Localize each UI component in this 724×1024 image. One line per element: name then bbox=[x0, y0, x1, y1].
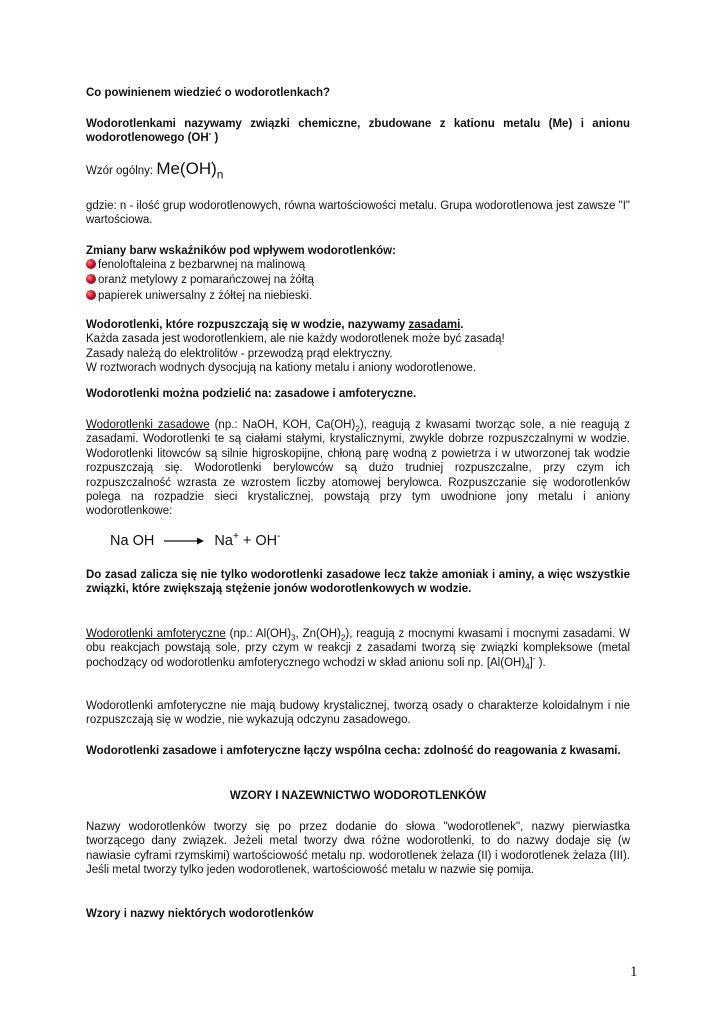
indicators-list bbox=[86, 258, 630, 303]
bullet-icon bbox=[86, 290, 96, 300]
definition-text: Wodorotlenkami nazywamy związki chemiczne, zbudowane z kationu metalu (Me) i anionu wodorotlenowego (OH bbox=[86, 118, 630, 145]
amphoteric-subscript: 2 bbox=[340, 633, 346, 643]
bases-line: Każda zasada jest wodorotlenkiem, ale nie każdy wodorotlenek może być zasadą! bbox=[86, 333, 505, 346]
definition-paragraph bbox=[86, 117, 630, 146]
amphoteric-superscript: - bbox=[532, 653, 536, 663]
common-feature-paragraph: Wodorotlenki zasadowe i amfoteryczne łączy wspólna cecha: zdolność do reagowania z kwasami. bbox=[86, 745, 621, 757]
amphoteric-text: ] bbox=[529, 656, 533, 669]
formula-main-text: Me(OH) bbox=[156, 159, 217, 178]
indicator-text: fenoloftaleina z bezbarwnej na malinową bbox=[98, 259, 306, 271]
list-item bbox=[86, 289, 630, 303]
bases-heading-suffix: . bbox=[460, 319, 464, 331]
bases-heading-term: zasadami bbox=[408, 319, 461, 331]
equation-left: Na OH bbox=[110, 533, 155, 549]
amphoteric-subscript: 4 bbox=[525, 662, 530, 672]
amphoteric-text: , Zn(OH) bbox=[295, 628, 341, 640]
bases-heading bbox=[86, 318, 630, 332]
basic-subscript: 2 bbox=[355, 424, 360, 434]
formula-main bbox=[156, 159, 224, 182]
dissociation-equation bbox=[110, 531, 410, 549]
bases-line: Zasady należą do elektrolitów - przewodzą prąd elektryczny. bbox=[86, 347, 393, 360]
formula-label: Wzór ogólny: bbox=[86, 165, 154, 177]
amphoteric-text: (np.: Al(OH) bbox=[225, 628, 292, 640]
amphoteric-note-paragraph: Wodorotlenki amfoteryczne nie mają budowy krystalicznej, tworzą osady o charakterze koloidalnym i nie rozpuszczają się w wodzie, nie wykazują odczynu zasadowego. bbox=[86, 700, 630, 727]
formula-subscript: n bbox=[216, 167, 224, 182]
equation-anion: + OH bbox=[238, 533, 278, 549]
amphoteric-text: ), reagują z mocnymi kwasami i mocnymi zasadami. W obu reakcjach powstają sole, przy czym w reakcji z zasadami tworzą się związki kompleksowe (metal pochodzący od wodorotlenku amfoterycznego wchodzi w skład anionu soli np. [Al(OH) bbox=[86, 628, 630, 669]
basic-hydroxides-paragraph bbox=[86, 418, 630, 519]
bases-line: W roztworach wodnych dysocjują na kationy metalu i aniony wodorotlenowe. bbox=[86, 362, 476, 375]
equation-cation-charge: + bbox=[232, 531, 239, 543]
list-item bbox=[86, 258, 630, 272]
basic-term: Wodorotlenki zasadowe bbox=[86, 419, 210, 431]
equation-anion-charge: - bbox=[277, 531, 281, 543]
bases-note-paragraph: Do zasad zalicza się nie tylko wodorotlenki zasadowe lecz także amoniak i aminy, a więc wszystkie związki, które zwiększają stężenie jonów wodorotlenkowych w wodzie. bbox=[86, 569, 630, 596]
document-title: Co powinienem wiedzieć o wodorotlenkach? bbox=[86, 87, 331, 99]
amphoteric-hydroxides-paragraph bbox=[86, 627, 630, 670]
definition-superscript: - bbox=[208, 129, 212, 139]
basic-text: ), reagują z kwasami tworząc sole, a nie reagują z zasadami. Wodorotlenki te są ciałami stałymi, krystalicznymi, zwykle dobrze rozpuszczalnymi w wodzie. Wodorotlenki litowców są silnie higroskopijne, chłoną parę wodną z powietrza i w utworzonej tak wodzie rozpuszczają się. Wodorotlenki berylowców są dużo trudniej rozpuszczalne, przy czym ich rozpuszczalność wzrasta ze wzrostem liczby atomowej berylowca. Rozpuszczanie się wodorotlenków polega na rozpadzie sieci krystalicznej, powstają przy tym uwodnione jony metalu i aniony wodorotlenkowe: bbox=[86, 419, 630, 518]
indicator-text: papierek uniwersalny z żółtej na niebieski. bbox=[98, 289, 313, 302]
indicators-heading: Zmiany barw wskaźników pod wpływem wodorotlenków: bbox=[86, 245, 396, 257]
table-heading: Wzory i nazwy niektórych wodorotlenków bbox=[86, 908, 314, 920]
general-formula bbox=[86, 159, 630, 182]
bases-paragraph bbox=[86, 318, 630, 376]
definition-close: ) bbox=[214, 132, 219, 145]
where-paragraph: gdzie: n - ilość grup wodorotlenowych, równa wartościowości metalu. Grupa wodorotlenowa jest zawsze "I" wartościowa. bbox=[86, 200, 630, 227]
equation-cation: Na bbox=[214, 533, 233, 549]
amphoteric-text: ). bbox=[535, 656, 546, 669]
section-title: WZORY I NAZEWNICTWO WODOROTLENKÓW bbox=[229, 790, 487, 802]
indicator-text: oranż metylowy z pomarańczowej na żółtą bbox=[98, 274, 315, 287]
page-number: 1 bbox=[630, 964, 638, 980]
amphoteric-term: Wodorotlenki amfoteryczne bbox=[86, 628, 226, 640]
reaction-arrow-icon bbox=[164, 536, 204, 546]
basic-text: (np.: NaOH, KOH, Ca(OH) bbox=[209, 419, 356, 431]
division-paragraph: Wodorotlenki można podzielić na: zasadowe i amfoteryczne. bbox=[86, 388, 417, 400]
bullet-icon bbox=[86, 274, 96, 284]
list-item bbox=[86, 273, 630, 287]
naming-paragraph: Nazwy wodorotlenków tworzy się po przez dodanie do słowa "wodorotlenek", nazwy pierwiastka tworzącego dany związek. Jeżeli metal tworzy dwa różne wodorotlenki, to do nazwy dodaje się (w nawiasie cyframi rzymskimi) wartościowość metalu np. wodorotlenek żelaza (II) i wodorotlenek żelaza (III). Jeśli metal tworzy tylko jeden wodorotlenek, wartościowość metalu w nazwie się pomija. bbox=[86, 821, 630, 877]
bullet-icon bbox=[86, 259, 96, 269]
amphoteric-subscript: 3 bbox=[291, 633, 296, 643]
bases-heading-prefix: Wodorotlenki, które rozpuszczają się w wodzie, nazywamy bbox=[86, 319, 409, 331]
